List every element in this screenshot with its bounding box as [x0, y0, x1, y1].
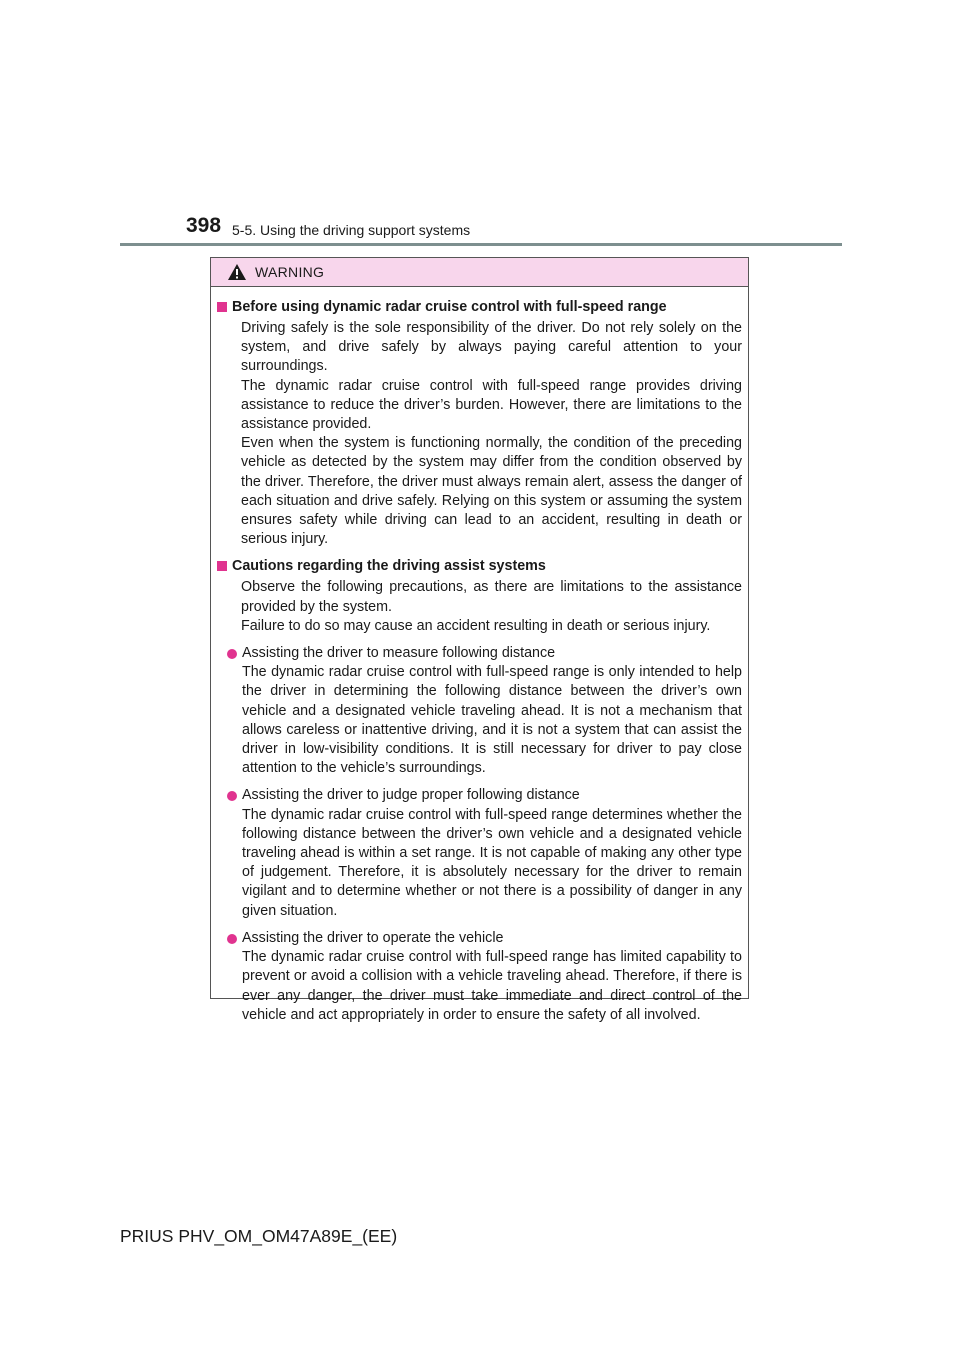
circle-bullet-icon — [227, 934, 237, 944]
bullet-text: The dynamic radar cruise control with full-speed range is only intended to help the driver in determining the following distance between the driver’s own vehicle and a designated vehicle traveling ahead. It is not a mechanism that allows careless or inattentive driving, and it is not a system that can assist the driver in low-visibility conditions. It is still necessary for driver to pay close attention to the vehicle’s surroundings. — [242, 664, 742, 777]
warning-header — [211, 258, 748, 287]
section-heading — [217, 298, 742, 317]
header-rule — [120, 243, 842, 246]
warning-triangle-icon — [227, 263, 247, 281]
document-code: PRIUS PHV_OM_OM47A89E_(EE) — [120, 1226, 398, 1246]
bullet-text: The dynamic radar cruise control with full-speed range determines whether the following distance between the driver’s own vehicle and a designated vehicle traveling ahead is within a set range. It is not capable of making any other type of judgement. Therefore, it is absolutely necessary for the driver to remain vigilant and to determine whether or not there is a possibility of danger in any given situation. — [242, 806, 742, 919]
bullet-item-judge-distance — [227, 786, 742, 920]
bullet-item-measure-distance — [227, 644, 742, 778]
warning-body — [211, 287, 748, 1025]
section-paragraphs — [241, 578, 742, 636]
circle-bullet-icon — [227, 791, 237, 801]
section-title: 5-5. Using the driving support systems — [232, 222, 471, 238]
page-number: 398 — [186, 214, 222, 237]
bullet-item-operate-vehicle — [227, 929, 742, 1025]
paragraph: Failure to do so may cause an accident resulting in death or serious injury. — [241, 617, 711, 634]
bullet-text: The dynamic radar cruise control with full-speed range has limited capability to prevent or avoid a collision with a vehicle traveling ahead. Therefore, if there is ever any danger, the driver must take immediate and direct control of the vehicle and act appropriately in order to ensure the safety of all involved. — [242, 949, 742, 1023]
paragraph: Driving safely is the sole responsibility of the driver. Do not rely solely on the system, and drive safely by always paying careful attention to your surroundings. — [241, 320, 742, 375]
bullet-content — [242, 786, 742, 920]
bullet-content — [242, 644, 742, 778]
paragraph: Even when the system is functioning normally, the condition of the preceding vehicle as detected by the system may differ from the condition observed by the driver. Therefore, the driver must always remain alert, assess the danger of each situation and drive safely. Relying on this system or assuming the system ensures safety while driving can lead to an accident, resulting in death or serious injury. — [241, 435, 742, 548]
warning-section-cautions — [217, 557, 742, 1024]
paragraph: Observe the following precautions, as there are limitations to the assistance provided by the system. — [241, 579, 742, 615]
bullet-title: Assisting the driver to measure following distance — [242, 645, 556, 662]
bullet-content — [242, 929, 742, 1025]
warning-section-before-using — [217, 298, 742, 549]
warning-label: WARNING — [255, 264, 325, 280]
square-bullet-icon — [217, 561, 227, 571]
section-heading-text: Before using dynamic radar cruise control with full-speed range — [232, 299, 667, 315]
section-paragraphs — [241, 319, 742, 549]
square-bullet-icon — [217, 302, 227, 312]
section-heading-text: Cautions regarding the driving assist systems — [232, 558, 546, 575]
circle-bullet-icon — [227, 649, 237, 659]
bullet-title: Assisting the driver to operate the vehicle — [242, 929, 504, 946]
bullet-title: Assisting the driver to judge proper following distance — [242, 787, 580, 804]
paragraph: The dynamic radar cruise control with full-speed range provides driving assistance to reduce the driver’s burden. However, there are limitations to the assistance provided. — [241, 377, 742, 433]
section-heading — [217, 557, 742, 576]
warning-box — [210, 257, 749, 1023]
